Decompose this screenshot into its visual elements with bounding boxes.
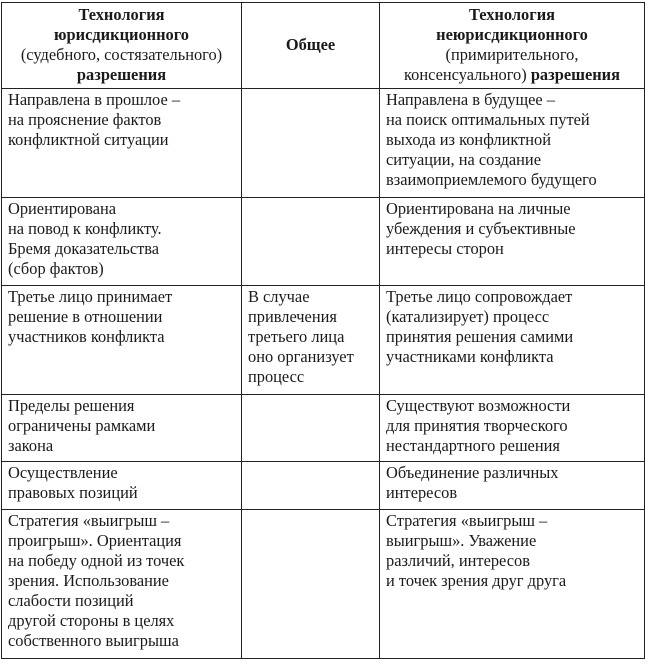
cell-text-line: конфликтной ситуации <box>8 130 169 149</box>
cell-text-line: выигрыш». Уважение <box>386 531 537 550</box>
cell-text-line: слабости позиций <box>8 591 134 610</box>
cell-text-line: Третье лицо сопровождает <box>386 287 573 306</box>
cell-text-line: зрения. Использование <box>8 571 169 590</box>
header-left <box>2 3 242 89</box>
header-row <box>2 3 645 89</box>
cell-text-line: Направлена в будущее – <box>386 90 555 109</box>
cell-right <box>380 286 645 395</box>
cell-text-line: для принятия творческого <box>386 416 568 435</box>
cell-text-line: Ориентирована <box>8 199 117 218</box>
cell-right <box>380 510 645 659</box>
cell-right <box>380 89 645 198</box>
cell-text-line: процесс <box>248 367 305 386</box>
cell-text-line: на победу одной из точек <box>8 551 185 570</box>
cell-text-line: Стратегия «выигрыш – <box>386 511 548 530</box>
header-right-line1: Технология <box>468 5 556 24</box>
cell-text-line: убеждения и субъективные <box>386 219 576 238</box>
cell-text-line: правовых позиций <box>8 483 138 502</box>
cell-text-line: проигрыш». Ориентация <box>8 531 182 550</box>
cell-text-line: нестандартного решения <box>386 436 560 455</box>
table-row <box>2 462 645 510</box>
cell-text-line: ограничены рамками <box>8 416 156 435</box>
cell-text-line: участников конфликта <box>8 327 165 346</box>
cell-middle <box>242 510 380 659</box>
cell-text-line: на повод к конфликту. <box>8 219 162 238</box>
cell-text-line: ситуации, на создание <box>386 150 541 169</box>
cell-text-line: Существуют возможности <box>386 396 571 415</box>
header-right-line4 <box>384 65 640 85</box>
table-row <box>2 286 645 395</box>
cell-left <box>2 286 242 395</box>
cell-text-line: взаимоприемлемого будущего <box>386 170 597 189</box>
cell-text-line: решение в отношении <box>8 307 163 326</box>
cell-text-line: интересов <box>386 483 458 502</box>
cell-text-line: участниками конфликта <box>386 347 554 366</box>
cell-left <box>2 510 242 659</box>
cell-left <box>2 198 242 286</box>
cell-middle <box>242 462 380 510</box>
header-right <box>380 3 645 89</box>
table-row <box>2 510 645 659</box>
cell-text-line: другой стороны в целях <box>8 611 175 630</box>
cell-text-line: Объединение различных <box>386 463 559 482</box>
cell-text-line: оно организует <box>248 347 354 366</box>
header-right-line4-bold: разрешения <box>530 65 620 84</box>
cell-right <box>380 462 645 510</box>
cell-text-line: закона <box>8 436 54 455</box>
cell-text-line: (сбор фактов) <box>8 259 104 278</box>
cell-text-line: Пределы решения <box>8 396 135 415</box>
cell-left <box>2 395 242 462</box>
cell-text-line: Осуществление <box>8 463 118 482</box>
cell-text-line: Бремя доказательства <box>8 239 160 258</box>
header-left-line3: (судебного, состязательного) <box>20 45 223 64</box>
cell-text-line: интересы сторон <box>386 239 504 258</box>
header-left-line2: юрисдикционного <box>54 25 189 44</box>
cell-right <box>380 395 645 462</box>
header-middle: Общее <box>242 3 380 89</box>
cell-text-line: Ориентирована на личные <box>386 199 571 218</box>
cell-text-line: принятия решения самими <box>386 327 574 346</box>
cell-text-line: выхода из конфликтной <box>386 130 552 149</box>
cell-text-line: Третье лицо принимает <box>8 287 173 306</box>
header-right-line3: (примирительного, <box>445 45 579 64</box>
cell-middle <box>242 286 380 395</box>
cell-text-line: на поиск оптимальных путей <box>386 110 590 129</box>
cell-text-line: (катализирует) процесс <box>386 307 550 326</box>
header-left-line1: Технология <box>78 5 165 24</box>
table-row <box>2 198 645 286</box>
header-right-line4-plain: консенсуального) <box>404 65 527 84</box>
cell-text-line: привлечения <box>248 307 337 326</box>
cell-text-line: В случае <box>248 287 310 306</box>
cell-middle <box>242 395 380 462</box>
cell-text-line: и точек зрения друг друга <box>386 571 567 590</box>
cell-middle <box>242 198 380 286</box>
cell-text-line: различий, интересов <box>386 551 530 570</box>
cell-text-line: на прояснение фактов <box>8 110 162 129</box>
cell-text-line: собственного выигрыша <box>8 631 179 650</box>
cell-left <box>2 462 242 510</box>
header-right-line2: неюрисдикционного <box>436 25 588 44</box>
cell-text-line: Направлена в прошлое – <box>8 90 181 109</box>
cell-text-line: третьего лица <box>248 327 345 346</box>
comparison-table <box>1 2 645 659</box>
table-row <box>2 395 645 462</box>
cell-text-line: Стратегия «выигрыш – <box>8 511 170 530</box>
cell-left <box>2 89 242 198</box>
header-left-line4: разрешения <box>76 65 167 84</box>
table-row <box>2 89 645 198</box>
cell-right <box>380 198 645 286</box>
table-body <box>2 89 645 659</box>
cell-middle <box>242 89 380 198</box>
